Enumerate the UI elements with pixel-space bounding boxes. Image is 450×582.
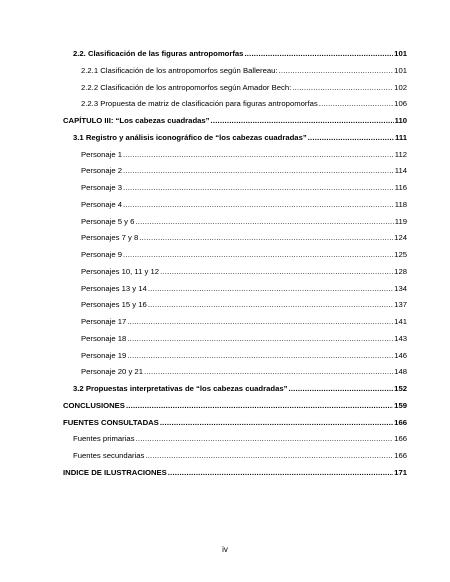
toc-entry-page: 119 (394, 216, 407, 226)
toc-entry-title: Personaje 9 (81, 250, 123, 259)
dot-leader (148, 297, 393, 314)
toc-entry-page: 118 (394, 199, 407, 209)
toc-entry[interactable] (0, 264, 450, 281)
toc-entry-page: 171 (394, 467, 407, 477)
toc-entry[interactable] (0, 398, 450, 415)
dot-leader (127, 331, 393, 348)
toc-entry-page: 114 (394, 166, 407, 176)
dot-leader (123, 247, 393, 264)
toc-entry[interactable] (0, 96, 450, 113)
dot-leader (244, 46, 393, 63)
dot-leader (126, 398, 393, 415)
dot-leader (127, 314, 393, 331)
dot-leader (168, 465, 393, 482)
toc-entry[interactable] (0, 163, 450, 180)
toc-entry-page: 137 (394, 300, 407, 310)
dot-leader (319, 96, 393, 113)
toc-entry[interactable] (0, 314, 450, 331)
toc-entry[interactable] (0, 348, 450, 365)
dot-leader (160, 415, 393, 432)
toc-entry-title: Personaje 2 (81, 166, 123, 176)
toc-entry-page: 110 (394, 116, 407, 125)
toc-entry-title: Personajes 15 y 16 (81, 300, 147, 310)
toc-entry-title: Personaje 5 y 6 (81, 216, 135, 226)
toc-entry-page: 101 (394, 49, 407, 58)
toc-entry-page: 166 (394, 451, 407, 460)
dot-leader (211, 113, 394, 130)
toc-entry[interactable] (0, 297, 450, 314)
toc-entry[interactable] (0, 431, 450, 448)
toc-entry[interactable] (0, 130, 450, 147)
toc-entry-page: 124 (394, 233, 407, 243)
toc-entry-page: 125 (394, 250, 407, 259)
dot-leader (136, 431, 394, 448)
dot-leader (292, 80, 393, 97)
page-number: iv (222, 545, 228, 554)
dot-leader (123, 197, 394, 214)
toc-entry-title: Personaje 3 (81, 183, 123, 192)
dot-leader (289, 381, 394, 398)
toc-entry-page: 112 (394, 149, 407, 159)
toc-entry[interactable] (0, 364, 450, 381)
toc-entry-page: 148 (394, 367, 407, 377)
toc-entry-title: 2.2.2 Clasificación de los antropomorfos según Amador Bech: (81, 82, 292, 92)
toc-entry-page: 102 (394, 82, 407, 92)
dot-leader (144, 364, 393, 381)
toc-entry-title: Fuentes primarias (73, 434, 135, 444)
toc-entry-title: FUENTES CONSULTADAS (63, 417, 159, 427)
toc-entry[interactable] (0, 448, 450, 465)
toc-entry-page: 134 (394, 283, 407, 293)
toc-entry[interactable] (0, 147, 450, 164)
toc-entry-page: 106 (394, 99, 407, 109)
dot-leader (123, 180, 394, 197)
dot-leader (123, 147, 394, 164)
toc-entry[interactable] (0, 113, 450, 130)
toc-entry-page: 166 (394, 417, 407, 427)
toc-entry[interactable] (0, 214, 450, 231)
dot-leader (139, 230, 393, 247)
toc-entry-title: Personajes 10, 11 y 12 (81, 266, 160, 276)
dot-leader (279, 63, 394, 80)
dot-leader (308, 130, 394, 147)
toc-entry-title: Personaje 17 (81, 317, 127, 326)
toc-entry-page: 143 (394, 333, 407, 343)
toc-entry-title: Fuentes secundarias (73, 451, 145, 460)
dot-leader (145, 448, 393, 465)
toc-entry-title: 2.2.3 Propuesta de matriz de clasificación para figuras antropomorfas (81, 99, 318, 109)
toc-entry-title: Personaje 20 y 21 (81, 367, 143, 377)
toc-entry-page: 128 (394, 266, 407, 276)
table-of-contents (0, 46, 450, 482)
toc-entry-title: CAPÍTULO III: “Los cabezas cuadradas” (63, 116, 210, 125)
toc-entry-title: 2.2.1 Clasificación de los antropomorfos según Ballereau: (81, 65, 278, 75)
dot-leader (127, 348, 393, 365)
toc-entry-title: Personaje 18 (81, 333, 127, 343)
dot-leader (148, 281, 393, 298)
toc-entry-page: 159 (394, 400, 407, 410)
toc-entry-title: 2.2. Clasificación de las figuras antropomorfas (73, 49, 244, 58)
dot-leader (123, 163, 394, 180)
toc-entry-page: 146 (394, 350, 407, 360)
toc-entry-page: 152 (394, 384, 407, 393)
toc-entry[interactable] (0, 180, 450, 197)
dot-leader (160, 264, 393, 281)
toc-entry[interactable] (0, 80, 450, 97)
toc-entry[interactable] (0, 197, 450, 214)
toc-entry[interactable] (0, 331, 450, 348)
toc-entry-page: 111 (395, 132, 407, 142)
toc-entry[interactable] (0, 281, 450, 298)
toc-entry-title: Personajes 13 y 14 (81, 283, 147, 293)
toc-entry[interactable] (0, 381, 450, 398)
toc-entry-title: CONCLUSIONES (63, 400, 125, 410)
toc-entry[interactable] (0, 247, 450, 264)
toc-entry-page: 116 (394, 183, 407, 192)
toc-entry-title: Personajes 7 y 8 (81, 233, 139, 243)
toc-entry-title: INDICE DE ILUSTRACIONES (63, 467, 167, 477)
toc-entry-title: Personaje 4 (81, 199, 123, 209)
toc-entry-page: 141 (394, 317, 407, 326)
toc-entry[interactable] (0, 63, 450, 80)
dot-leader (135, 214, 393, 231)
toc-entry-page: 166 (394, 434, 407, 444)
toc-entry[interactable] (0, 465, 450, 482)
toc-entry[interactable] (0, 230, 450, 247)
toc-entry[interactable] (0, 415, 450, 432)
toc-entry[interactable] (0, 46, 450, 63)
toc-entry-page: 101 (394, 65, 407, 75)
toc-entry-title: 3.2 Propuestas interpretativas de “los cabezas cuadradas” (73, 384, 288, 393)
toc-entry-title: 3.1 Registro y análisis iconográfico de “los cabezas cuadradas” (73, 132, 307, 142)
toc-entry-title: Personaje 1 (81, 149, 123, 159)
toc-entry-title: Personaje 19 (81, 350, 127, 360)
